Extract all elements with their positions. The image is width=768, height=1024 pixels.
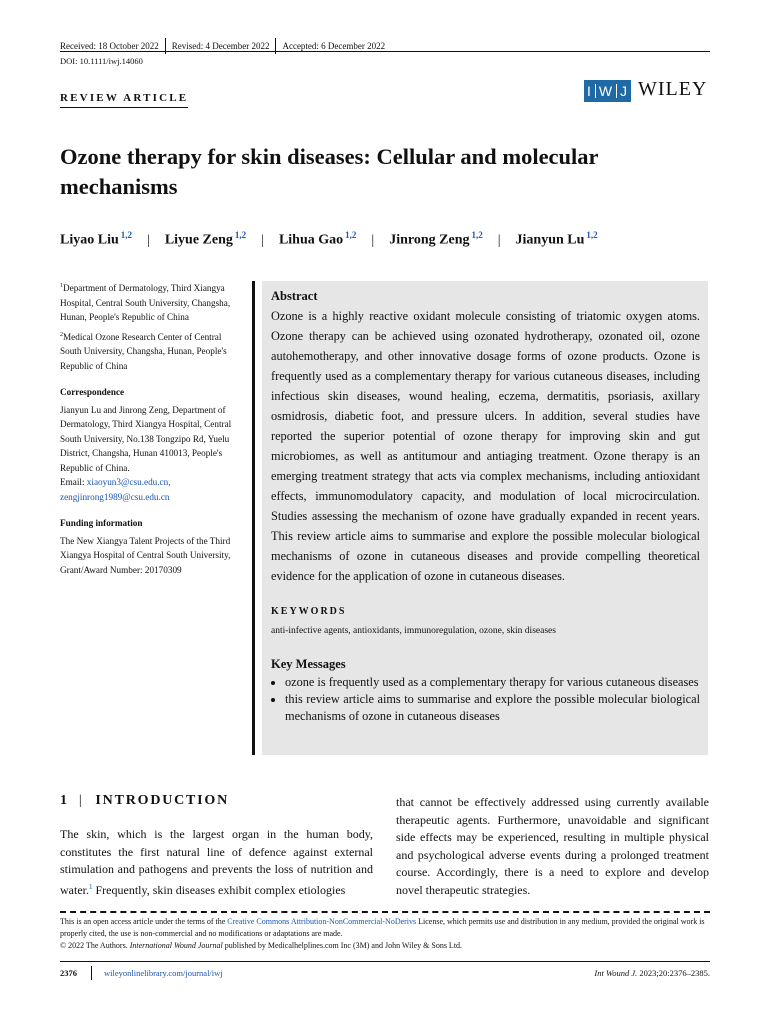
keywords-text: anti-infective agents, antioxidants, immunoregulation, ozone, skin diseases — [271, 626, 556, 636]
list-item: • this review article aims to summarise and explore the possible molecular biological mechanisms of ozone in cutaneous diseases — [285, 691, 700, 725]
key-messages-list — [271, 674, 700, 725]
header-rule — [60, 51, 710, 52]
license-divider — [60, 911, 710, 913]
author-separator: | — [147, 232, 150, 248]
page-footer — [60, 966, 710, 980]
reference-link[interactable]: 1 — [89, 882, 93, 891]
section-number: 1 — [60, 793, 69, 808]
author-separator: | — [261, 232, 264, 248]
abstract-section — [271, 286, 700, 725]
page-number: 2376 — [60, 968, 77, 978]
correspondence-text: Jianyun Lu and Jinrong Zeng, Department of Dermatology, Third Xiangya Hospital, Central South University, No.138 Tongzipo Rd, Yuelu District, Changsha, Hunan 410013, People's Republic of China. Email: xiaoyun3@csu.edu.cn, zengjinrong1989@csu.edu.cn — [60, 404, 232, 502]
section-separator: | — [78, 793, 84, 808]
email-link[interactable]: xiaoyun3@csu.edu.cn, — [86, 477, 171, 488]
column-divider — [252, 281, 255, 755]
article-info-column — [60, 279, 244, 580]
section-title: INTRODUCTION — [95, 793, 230, 808]
citation: Int Wound J. 2023;20:2376–2385. — [594, 968, 710, 978]
abstract-text: Ozone is a highly reactive oxidant molecule consisting of triatomic oxygen atoms. Ozone therapy can be achieved using ozonated hydrotherapy, ozonated oil, ozone autohemotherapy, and other innovative dosage forms of ozone products. Ozone is frequently used as a complementary therapy for various cutaneous diseases, including infectious skin diseases, wound healing, eczema, dermatitis, psoriasis, axillary osmidrosis, diabetic foot, and pressure ulcers. In addition, several studies have reported the superior potential of ozone therapy for improving skin and gut microbiomes, as well as antitumour and antiaging treatment. Ozone therapy is an emerging treatment strategy that acts via complex mechanisms, including antioxidant effects, immunomodulatory capacity, and modulation of local microcirculation. Studies assessing the mechanism of ozone have gradually expanded in recent years. This review article aims to summarise and explore the possible molecular biological mechanisms of ozone in cutaneous diseases and provide compelling theoretical evidence for the application of ozone in cutaneous diseases. — [271, 309, 700, 583]
publisher-logo: WILEY — [638, 78, 708, 100]
key-messages-heading: Key Messages — [271, 657, 346, 671]
accepted-date: Accepted: 6 December 2022 — [282, 41, 386, 51]
affiliation-2: $^2$Medical Ozone Research Center of Central South University, Changsha, Hunan, People's Republic of China — [60, 331, 227, 371]
email-link[interactable]: zengjinrong1989@csu.edu.cn — [60, 491, 170, 502]
license-link[interactable]: Creative Commons Attribution-NonCommercial-NoDerivs — [227, 917, 417, 926]
affiliation-1: $^1$Department of Dermatology, Third Xiangya Hospital, Central South University, Changsha, Hunan, People's Republic of China — [60, 283, 231, 323]
author-separator: | — [497, 232, 501, 248]
doi[interactable]: DOI: 10.1111/iwj.14060 — [60, 56, 143, 66]
footer-divider — [91, 966, 92, 980]
author-name[interactable]: Liyue Zeng $^{1,2}$ — [164, 230, 247, 248]
journal-url-link[interactable]: wileyonlinelibrary.com/journal/iwj — [104, 968, 223, 978]
footer-rule — [60, 961, 710, 962]
keywords-heading: KEYWORDS — [271, 606, 347, 617]
journal-logo-text — [587, 83, 628, 99]
article-title: Ozone therapy for skin diseases: Cellular and molecular mechanisms — [60, 144, 599, 199]
funding-heading: Funding information — [60, 518, 143, 529]
author-name[interactable]: Jianyun Lu $^{1,2}$ — [515, 230, 598, 248]
received-date: Received: 18 October 2022 — [60, 41, 159, 51]
author-name[interactable]: Liyao Liu $^{1,2}$ — [60, 230, 132, 248]
logo-divider — [616, 84, 617, 98]
revised-date: Revised: 4 December 2022 — [171, 41, 270, 51]
logo-letter: I — [586, 83, 592, 99]
logo-divider — [595, 84, 596, 98]
license-notice: This is an open access article under the terms of the Creative Commons Attribution-NonCommercial-NoDerivs License, which permits use and distribution in any medium, provided the original work is properly cited, the use is non-commercial and no modifications or adaptations are made. © 2022 The Authors. International Wound Journal published by Medicalhelplines.com Inc (3M) and John Wiley & Sons Ltd. — [60, 917, 705, 950]
abstract-heading: Abstract — [271, 289, 318, 303]
journal-logo — [584, 80, 631, 102]
logo-letter: J — [620, 83, 629, 99]
article-type-label: REVIEW ARTICLE — [60, 92, 188, 108]
author-list — [60, 230, 598, 249]
author-name[interactable]: Lihua Gao $^{1,2}$ — [278, 230, 357, 248]
author-name[interactable]: Jinrong Zeng $^{1,2}$ — [389, 230, 483, 248]
correspondence-heading: Correspondence — [60, 387, 125, 398]
logo-letter: W — [598, 83, 614, 99]
section-heading — [60, 793, 229, 809]
author-separator: | — [371, 232, 375, 248]
intro-paragraph-right: that cannot be effectively addressed using currently available therapeutic agents. Furthermore, unavoidable and significant side effects may be experienced, resulting in multiple physical and psychological adverse events during a prolonged treatment course. Accordingly, there is a need to explore and develop novel therapeutic strategies. — [396, 795, 709, 897]
funding-text: The New Xiangya Talent Projects of the Third Xiangya Hospital of Central South University, Grant/Award Number: 20170309 — [60, 535, 231, 575]
intro-paragraph-left: The skin, which is the largest organ in the human body, constitutes the first natural line of defence against external stimulation and pathogens and prevents the loss of nutrition and water.$^1$ Frequently, skin diseases exhibit complex etiologies — [60, 827, 373, 897]
list-item: • ozone is frequently used as a complementary therapy for various cutaneous diseases — [285, 674, 700, 691]
